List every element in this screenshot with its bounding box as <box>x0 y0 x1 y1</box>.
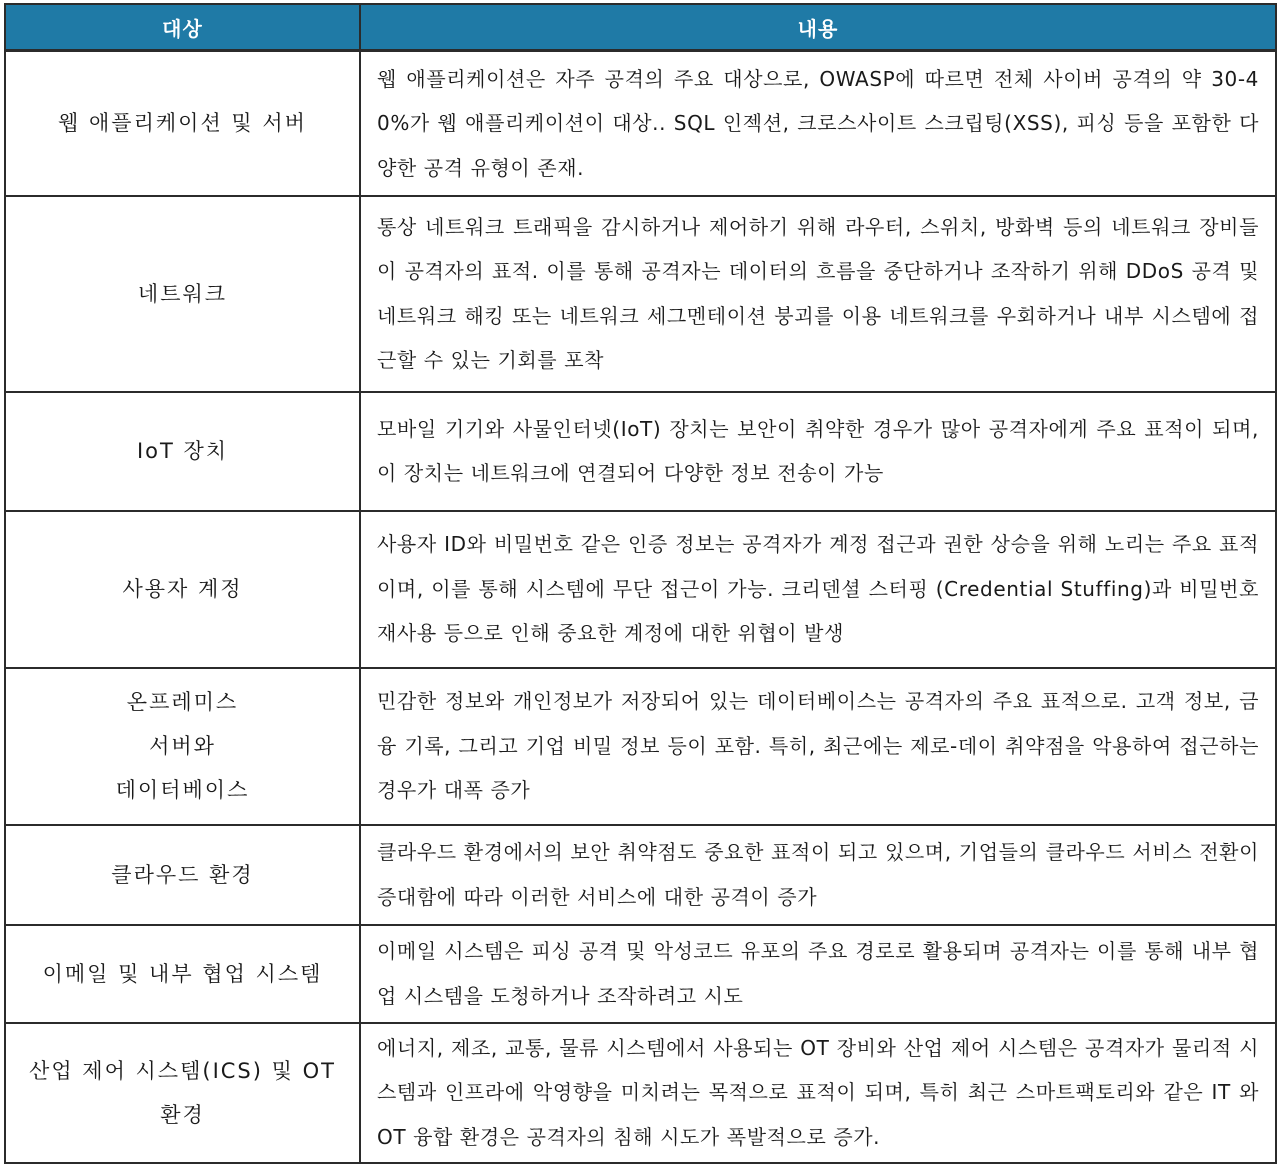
table-row <box>5 196 1276 392</box>
threat-target-table <box>4 3 1277 1164</box>
table-row <box>5 825 1276 925</box>
row-target-network: 네트워크 <box>5 196 360 392</box>
header-row <box>5 4 1276 51</box>
table-row <box>5 925 1276 1023</box>
target-line: 환경 <box>160 1102 205 1127</box>
header-content: 내용 <box>360 4 1276 51</box>
target-line: 온프레미스 <box>126 690 239 714</box>
table-row <box>5 511 1276 668</box>
threat-target-table-container <box>4 3 1275 1164</box>
row-content-email: 이메일 시스템은 피싱 공격 및 악성코드 유포의 주요 경로로 활용되며 공격자는 이를 통해 내부 협업 시스템을 도청하거나 조작하려고 시도 <box>360 925 1276 1023</box>
row-target-on-premise <box>5 668 360 825</box>
target-line: 산업 제어 시스템(ICS) 및 OT <box>29 1058 336 1083</box>
table-row <box>5 1023 1276 1163</box>
row-content-iot: 모바일 기기와 사물인터넷(IoT) 장치는 보안이 취약한 경우가 많아 공격자에게 주요 표적이 되며, 이 장치는 네트워크에 연결되어 다양한 정보 전송이 가능 <box>360 392 1276 511</box>
target-line: 데이터베이스 <box>115 778 250 802</box>
row-content-on-premise: 민감한 정보와 개인정보가 저장되어 있는 데이터베이스는 공격자의 주요 표적으로. 고객 정보, 금융 기록, 그리고 기업 비밀 정보 등이 포함. 특히, 최근에는 제로-데이 취약점을 악용하여 접근하는 경우가 대폭 증가 <box>360 668 1276 825</box>
row-content-ics-ot: 에너지, 제조, 교통, 물류 시스템에서 사용되는 OT 장비와 산업 제어 시스템은 공격자가 물리적 시스템과 인프라에 악영향을 미치려는 목적으로 표적이 되며, 특히 최근 스마트팩토리와 같은 IT 와 OT 융합 환경은 공격자의 침해 시도가 폭발적으로 증가. <box>360 1023 1276 1163</box>
table-row <box>5 392 1276 511</box>
row-target-web-application: 웹 애플리케이션 및 서버 <box>5 51 360 196</box>
row-content-cloud: 클라우드 환경에서의 보안 취약점도 중요한 표적이 되고 있으며, 기업들의 클라우드 서비스 전환이 증대함에 따라 이러한 서비스에 대한 공격이 증가 <box>360 825 1276 925</box>
row-target-cloud: 클라우드 환경 <box>5 825 360 925</box>
table-row <box>5 668 1276 825</box>
target-line: 서버와 <box>149 734 216 758</box>
row-content-network: 통상 네트워크 트래픽을 감시하거나 제어하기 위해 라우터, 스위치, 방화벽 등의 네트워크 장비들이 공격자의 표적. 이를 통해 공격자는 데이터의 흐름을 중단하거나 조작하기 위해 DDoS 공격 및 네트워크 해킹 또는 네트워크 세그멘테이션 붕괴를 이용 네트워크를 우회하거나 내부 시스템에 접근할 수 있는 기회를 포착 <box>360 196 1276 392</box>
row-target-email: 이메일 및 내부 협업 시스템 <box>5 925 360 1023</box>
row-target-iot: IoT 장치 <box>5 392 360 511</box>
row-content-user-account: 사용자 ID와 비밀번호 같은 인증 정보는 공격자가 계정 접근과 권한 상승을 위해 노리는 주요 표적이며, 이를 통해 시스템에 무단 접근이 가능. 크리덴셜 스터핑 (Credential Stuffing)과 비밀번호 재사용 등으로 인해 중요한 계정에 대한 위협이 발생 <box>360 511 1276 668</box>
row-content-web-application: 웹 애플리케이션은 자주 공격의 주요 대상으로, OWASP에 따르면 전체 사이버 공격의 약 30-40%가 웹 애플리케이션이 대상.. SQL 인젝션, 크로스사이트 스크립팅(XSS), 피싱 등을 포함한 다양한 공격 유형이 존재. <box>360 51 1276 196</box>
row-target-ics-ot <box>5 1023 360 1163</box>
row-target-user-account: 사용자 계정 <box>5 511 360 668</box>
table-row <box>5 51 1276 196</box>
header-target: 대상 <box>5 4 360 51</box>
